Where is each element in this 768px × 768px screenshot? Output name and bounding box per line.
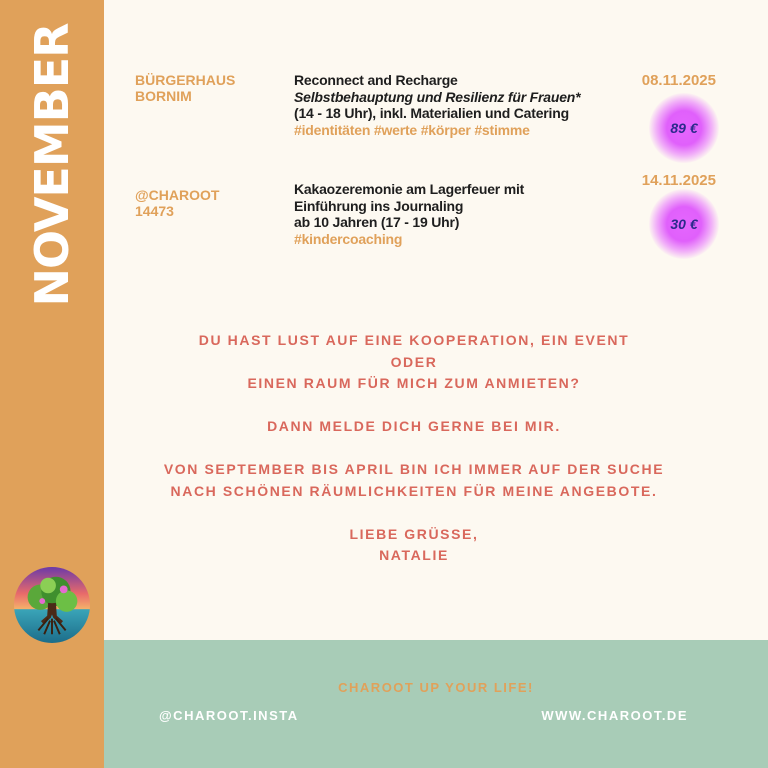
event-description [294,72,634,138]
signoff-line: NATALIE [379,547,449,563]
message-line: NACH SCHÖNEN RÄUMLICHKEITEN FÜR MEINE ANGEBOTE. [170,482,658,499]
cooperation-message [104,330,724,567]
event-description [294,181,634,247]
tree-of-life-logo [13,566,91,644]
event-1 [104,72,768,162]
location-line: @CHAROOT [135,187,220,203]
signoff-line: LIEBE GRÜSSE, [349,525,479,542]
instagram-link[interactable]: @CHAROOT.INSTA [159,708,299,723]
spacer [104,502,724,524]
location-line: BORNIM [135,88,192,104]
event-2 [104,172,768,262]
location-line: BÜRGERHAUS [135,72,236,88]
location-line: 14473 [135,203,174,219]
event-tags: #kindercoaching [294,230,403,247]
event-date: 14.11.2025 [641,172,716,189]
price-badge: 89 € [649,93,719,163]
message-line: ODER [390,353,438,370]
message-line: VON SEPTEMBER BIS APRIL BIN ICH IMMER AUF DER SUCHE [163,461,665,477]
event-details: (14 - 18 Uhr), inkl. Materialien und Catering [294,105,569,121]
event-location [135,72,235,104]
message-line: DU HAST LUST AUF EINE KOOPERATION, EIN EVENT [198,332,630,348]
price-badge: 30 € [649,189,719,259]
spacer [104,395,724,417]
website-link[interactable]: WWW.CHAROOT.DE [541,708,688,723]
event-tags: #identitäten #werte #körper #stimme [294,121,530,138]
event-details: ab 10 Jahren (17 - 19 Uhr) [294,214,460,230]
footer [104,640,768,768]
event-title: Kakaozeremonie am Lagerfeuer mit [294,181,525,197]
message-line: DANN MELDE DICH GERNE BEI MIR. [267,418,561,434]
event-location [135,187,219,219]
event-date: 08.11.2025 [641,72,716,89]
month-label: NOVEMBER [25,23,79,307]
slogan: CHAROOT UP YOUR LIFE! [338,680,534,695]
event-title: Reconnect and Recharge [294,72,458,88]
event-subtitle: Selbstbehauptung und Resilienz für Frauen* [294,88,581,105]
message-line: EINEN RAUM FÜR MICH ZUM ANMIETEN? [247,375,581,391]
event-subtitle: Einführung ins Journaling [294,197,464,214]
sidebar [0,0,104,768]
spacer [104,438,724,460]
